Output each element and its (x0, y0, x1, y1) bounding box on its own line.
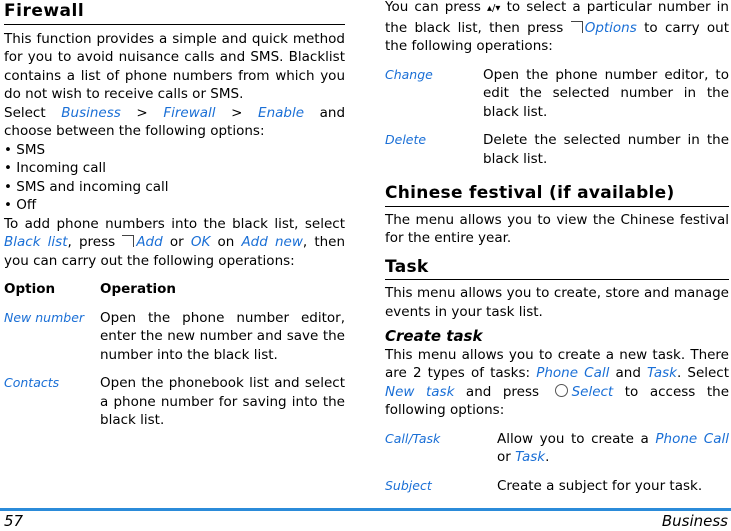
table-row (385, 66, 729, 132)
table-row (385, 131, 729, 168)
firewall-intro: This function provides a simple and quick method for you to avoid nuisance calls and SMS. Blacklist contains a list of phone numbers from which you do not wish to receive calls or SMS. (4, 30, 345, 102)
row-desc: Delete the selected number in the black list. (483, 132, 729, 167)
phone-call-term: Phone Call (536, 365, 610, 381)
task-heading: Task (385, 258, 729, 281)
list-item: • Incoming call (4, 160, 106, 176)
festival-text: The menu allows you to view the Chinese festival for the entire year. (385, 211, 729, 246)
ok-term: OK (190, 234, 211, 250)
table-header (4, 280, 345, 309)
row-key: Change (385, 66, 433, 82)
page-number: 57 (4, 512, 24, 530)
row-desc: Open the phone number editor, enter the new number and save the number into the black list. (100, 309, 345, 363)
add-numbers-paragraph: To add phone numbers into the black list, select Black list, press Add or OK on Add new, then you can carry out the following operations: (4, 215, 346, 269)
blacklist-options-table (4, 280, 345, 430)
options-term: Options (584, 19, 637, 36)
nav-arrows-icon: ▴/▾ (487, 3, 501, 14)
list-item: • SMS (4, 141, 46, 158)
nav-key-icon (555, 384, 568, 397)
options-list (4, 141, 345, 215)
row-key: Subject (385, 477, 432, 493)
path-business: Business (61, 104, 121, 121)
path-firewall: Firewall (163, 104, 216, 121)
new-task-term: New task (385, 383, 455, 400)
row-desc: Allow you to create a Phone Call or Task. (497, 430, 730, 465)
select-term: Select (571, 383, 614, 400)
softkey-icon (122, 235, 134, 247)
row-key: Delete (385, 132, 427, 147)
row-key: New number (4, 309, 85, 325)
create-task-heading: Create task (385, 327, 483, 345)
list-item: • Off (4, 197, 37, 213)
row-key: Call/Task (385, 430, 441, 446)
row-key: Contacts (4, 375, 60, 390)
table-row (4, 374, 345, 430)
task-text: This menu allows you to create, store and manage events in your task list. (385, 285, 729, 320)
section-name: Business (661, 512, 728, 530)
firewall-heading: Firewall (4, 0, 345, 25)
footer-rule (0, 508, 731, 511)
table-row (4, 309, 345, 375)
right-column (385, 0, 729, 495)
table-row (385, 430, 729, 477)
left-column (4, 0, 345, 430)
create-task-paragraph: This menu allows you to create a new task. There are 2 types of tasks: Phone Call and Task. Select New task and press Select to access the following options: (385, 346, 730, 418)
black-list-term: Black list (4, 234, 68, 250)
softkey-icon (571, 21, 583, 33)
add-new-term: Add new (241, 234, 303, 250)
press-paragraph: You can press ▴/▾ to select a particular number in the black list, then press Options to carry out the following operations: (385, 0, 729, 54)
list-item: • SMS and incoming call (4, 178, 169, 195)
path-enable: Enable (258, 104, 305, 121)
add-term: Add (136, 234, 163, 250)
festival-heading: Chinese festival (if available) (385, 184, 729, 207)
row-desc: Create a subject for your task. (497, 477, 703, 494)
select-path-paragraph: Select Business > Firewall > Enable and choose between the following options: (4, 104, 346, 139)
header-operation: Operation (100, 281, 177, 297)
task-options-table (385, 430, 729, 496)
task-term: Task (647, 365, 677, 381)
row-desc: Open the phonebook list and select a phone number for saving into the black list. (100, 375, 345, 428)
table-row (385, 477, 729, 496)
row-desc: Open the phone number editor, to edit the selected number in the black list. (483, 66, 729, 120)
header-option: Option (4, 281, 56, 297)
edit-options-table (385, 66, 729, 169)
